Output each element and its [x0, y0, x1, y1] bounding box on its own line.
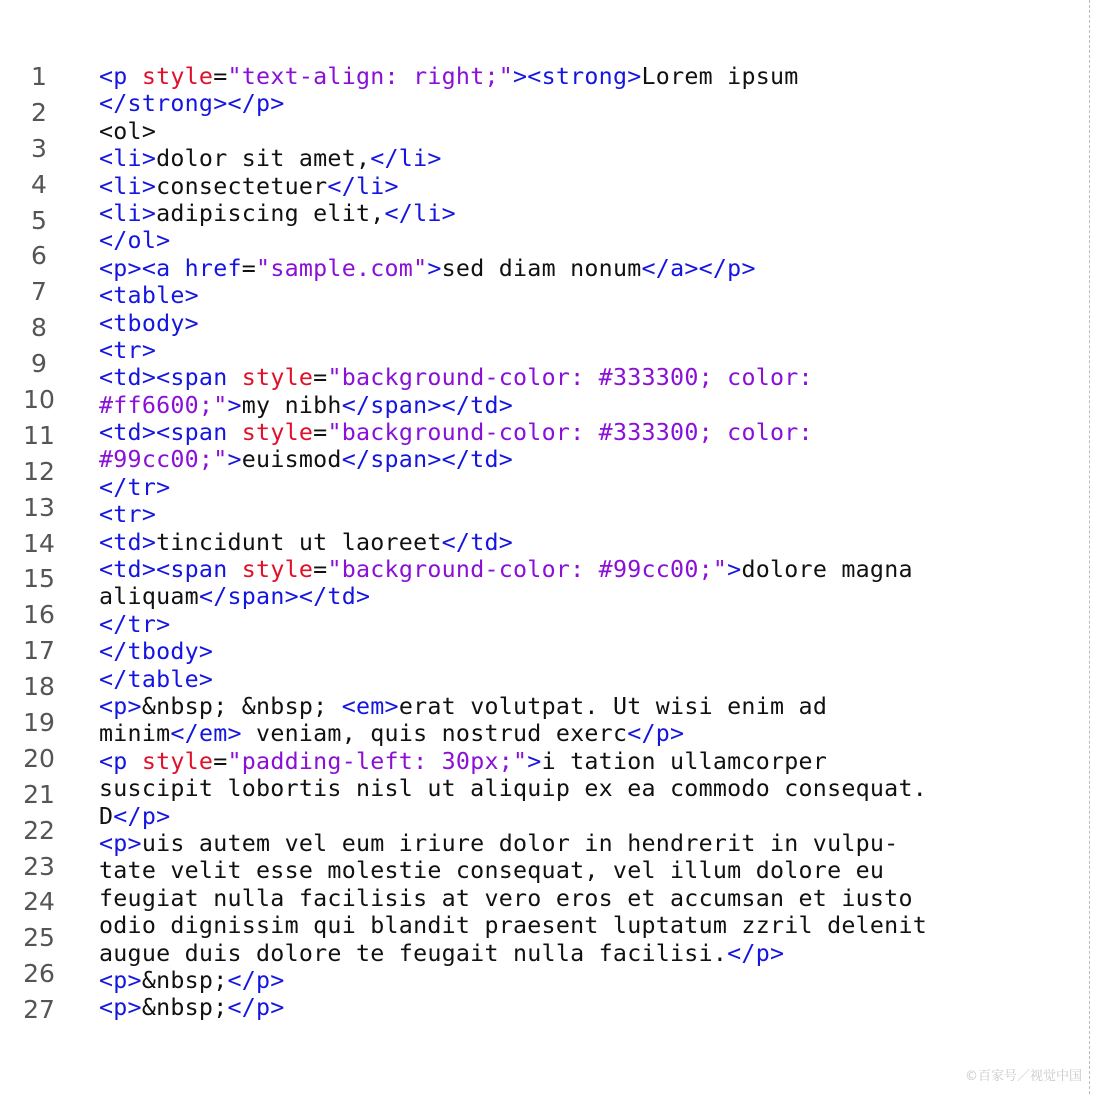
code-token-tag: ><strong> — [513, 63, 642, 90]
line-number: 22 — [23, 815, 55, 845]
line-number: 21 — [23, 779, 55, 809]
code-token-plain: uis autem vel eum iriure dolor in hendrerit in vulpu- — [141, 829, 899, 857]
code-token-tag: </p> — [727, 939, 785, 967]
code-token-attr: style — [241, 364, 314, 392]
code-token-plain: i tation ullamcorper — [541, 747, 828, 775]
code-token-plain: augue duis dolore te feugait nulla facilisi. — [99, 939, 728, 967]
code-token-tag: <p><a href — [99, 254, 242, 282]
code-token-tag: </tr> — [99, 473, 171, 501]
line-number: 27 — [23, 995, 55, 1025]
code-token-plain: dolor sit amet, — [156, 145, 371, 173]
html-code-listing — [99, 63, 1074, 1022]
code-token-tag: <p> — [99, 966, 142, 994]
code-token-val: "padding-left: 30px;" — [227, 747, 528, 775]
line-number: 23 — [23, 851, 55, 881]
line-number: 1 — [31, 62, 47, 91]
line-number: 20 — [23, 743, 55, 773]
code-token-tag: </em> — [170, 720, 242, 748]
code-line — [99, 940, 1074, 967]
code-line — [99, 611, 1074, 638]
code-token-tag: </span></td> — [341, 391, 514, 419]
code-token-tag: </table> — [99, 665, 214, 693]
code-token-tag: <td><span — [99, 364, 242, 392]
code-token-tag: <li> — [99, 145, 157, 173]
code-line — [99, 446, 1074, 473]
code-token-tag: </tbody> — [99, 638, 214, 666]
code-token-tag: </p> — [227, 994, 285, 1022]
code-line — [99, 803, 1074, 830]
code-line — [99, 720, 1074, 747]
code-line — [99, 666, 1074, 693]
code-token-plain: minim — [99, 720, 171, 748]
code-token-plain: aliquam — [99, 583, 199, 611]
line-number: 24 — [23, 887, 55, 917]
line-number: 15 — [23, 564, 55, 594]
code-token-tag: <p> — [99, 692, 142, 720]
code-line — [99, 994, 1074, 1021]
code-line — [99, 638, 1074, 665]
code-token-val: #99cc00;" — [99, 446, 228, 474]
code-token-tag: <td><span — [99, 556, 242, 584]
code-line — [99, 145, 1074, 172]
line-number: 11 — [23, 420, 55, 450]
code-token-attr: style — [141, 747, 214, 775]
line-number: 14 — [23, 528, 55, 558]
code-token-attr: style — [141, 63, 214, 90]
code-token-tag: <tr> — [99, 336, 157, 364]
code-token-plain: erat volutpat. Ut wisi enim ad — [398, 692, 828, 720]
code-token-plain: = — [313, 364, 328, 392]
code-token-plain: = — [313, 419, 328, 447]
code-token-tag: </p> — [227, 966, 285, 994]
code-token-tag: </span></td> — [198, 583, 371, 611]
code-token-val: "background-color: #99cc00;" — [327, 556, 728, 584]
code-token-plain: = — [241, 254, 257, 282]
line-number: 19 — [23, 708, 55, 738]
code-token-tag: </span></td> — [341, 446, 514, 474]
line-number: 6 — [31, 241, 47, 271]
code-token-tag: </tr> — [99, 610, 171, 638]
code-token-tag: </td> — [441, 528, 514, 556]
code-token-attr: style — [241, 419, 314, 447]
line-number: 4 — [31, 169, 47, 199]
code-token-tag: </p> — [113, 802, 171, 830]
watermark: ©百家号／视觉中国 — [964, 1069, 1082, 1084]
line-number-gutter — [0, 59, 78, 1028]
code-token-plain: suscipit lobortis nisl ut aliquip ex ea commodo consequat. — [99, 775, 928, 803]
line-number: 13 — [23, 492, 55, 522]
code-token-tag: <table> — [99, 282, 199, 310]
code-token-tag: > — [427, 254, 442, 282]
code-token-tag: <p> — [99, 994, 142, 1022]
code-token-tag: > — [527, 747, 542, 775]
code-token-val: "background-color: #333300; color: — [327, 364, 813, 392]
code-line — [99, 775, 1074, 802]
code-token-plain: odio dignissim qui blandit praesent luptatum zzril delenit — [99, 912, 928, 940]
line-number: 5 — [31, 205, 47, 235]
code-token-plain: = — [213, 63, 228, 90]
code-token-tag: </strong></p> — [99, 90, 285, 118]
line-number: 17 — [23, 636, 55, 666]
code-token-tag: <tbody> — [99, 309, 199, 337]
code-line — [99, 200, 1074, 227]
line-number: 12 — [23, 456, 55, 486]
code-line — [99, 501, 1074, 528]
code-line — [99, 830, 1074, 857]
code-token-tag: <li> — [99, 199, 157, 227]
code-token-val: "background-color: #333300; color: — [327, 419, 813, 447]
code-line — [99, 912, 1074, 939]
code-line — [99, 474, 1074, 501]
code-token-tag: <li> — [99, 172, 157, 200]
code-line — [99, 255, 1074, 282]
right-page-border — [1089, 0, 1090, 1094]
code-token-tag: > — [727, 556, 742, 584]
code-line — [99, 63, 1074, 90]
line-number: 10 — [23, 385, 55, 415]
code-line — [99, 529, 1074, 556]
code-token-tag: <tr> — [99, 501, 157, 529]
code-token-val: "sample.com" — [256, 254, 428, 282]
code-token-plain: tate velit esse molestie consequat, vel illum dolore eu — [99, 857, 885, 885]
code-line — [99, 419, 1074, 446]
code-token-tag: </ol> — [99, 227, 171, 255]
code-token-tag: <p — [99, 747, 142, 775]
code-token-plain: feugiat nulla facilisis at vero eros et accumsan et iusto — [99, 884, 913, 912]
line-number: 26 — [23, 959, 55, 989]
code-token-tag: </li> — [370, 145, 442, 173]
code-token-tag: <td> — [99, 528, 157, 556]
line-number: 2 — [31, 97, 47, 127]
code-token-plain: D — [99, 802, 114, 830]
code-line — [99, 583, 1074, 610]
code-token-val: #ff6600;" — [99, 391, 228, 419]
code-token-plain: Lorem ipsum — [641, 63, 799, 90]
code-token-tag: > — [227, 391, 242, 419]
code-line — [99, 118, 1074, 145]
code-token-plain: <ol> — [99, 117, 157, 145]
code-line — [99, 556, 1074, 583]
line-number: 18 — [23, 672, 55, 702]
code-line — [99, 885, 1074, 912]
code-line — [99, 310, 1074, 337]
line-number: 8 — [31, 313, 47, 343]
code-token-plain: sed diam nonum — [441, 254, 642, 282]
code-token-tag: </li> — [384, 199, 456, 227]
code-line — [99, 337, 1074, 364]
code-token-tag: </p> — [627, 720, 685, 748]
code-token-tag: > — [227, 446, 242, 474]
line-number: 16 — [23, 600, 55, 630]
code-line — [99, 392, 1074, 419]
code-line — [99, 173, 1074, 200]
code-token-plain: &nbsp; — [141, 994, 228, 1022]
code-line — [99, 282, 1074, 309]
line-number: 3 — [31, 133, 47, 163]
code-token-plain: euismod — [241, 446, 342, 474]
code-token-plain: my nibh — [241, 391, 342, 419]
code-token-tag: <td><span — [99, 419, 242, 447]
code-token-tag: <p — [99, 63, 142, 90]
code-token-plain: veniam, quis nostrud exerc — [241, 720, 628, 748]
code-token-plain: = — [313, 556, 328, 584]
code-token-plain: &nbsp; &nbsp; — [141, 692, 342, 720]
line-number: 9 — [31, 349, 47, 379]
code-token-plain: consectetuer — [156, 172, 328, 200]
code-line — [99, 857, 1074, 884]
code-line — [99, 364, 1074, 391]
code-token-plain: adipiscing elit, — [156, 199, 385, 227]
code-token-plain: &nbsp; — [141, 966, 228, 994]
code-token-attr: style — [241, 556, 314, 584]
code-token-tag: </a></p> — [641, 254, 756, 282]
code-token-tag: </li> — [327, 172, 399, 200]
code-token-plain: dolore magna — [741, 556, 913, 584]
code-line — [99, 693, 1074, 720]
code-token-plain: tincidunt ut laoreet — [156, 528, 442, 556]
code-line — [99, 967, 1074, 994]
code-token-tag: <p> — [99, 829, 142, 857]
code-token-val: "text-align: right;" — [227, 63, 514, 90]
line-number: 7 — [31, 277, 47, 307]
code-line — [99, 748, 1074, 775]
code-token-plain: = — [213, 747, 228, 775]
code-line — [99, 90, 1074, 117]
line-number: 25 — [23, 923, 55, 953]
code-line — [99, 227, 1074, 254]
code-token-tag: <em> — [341, 692, 399, 720]
